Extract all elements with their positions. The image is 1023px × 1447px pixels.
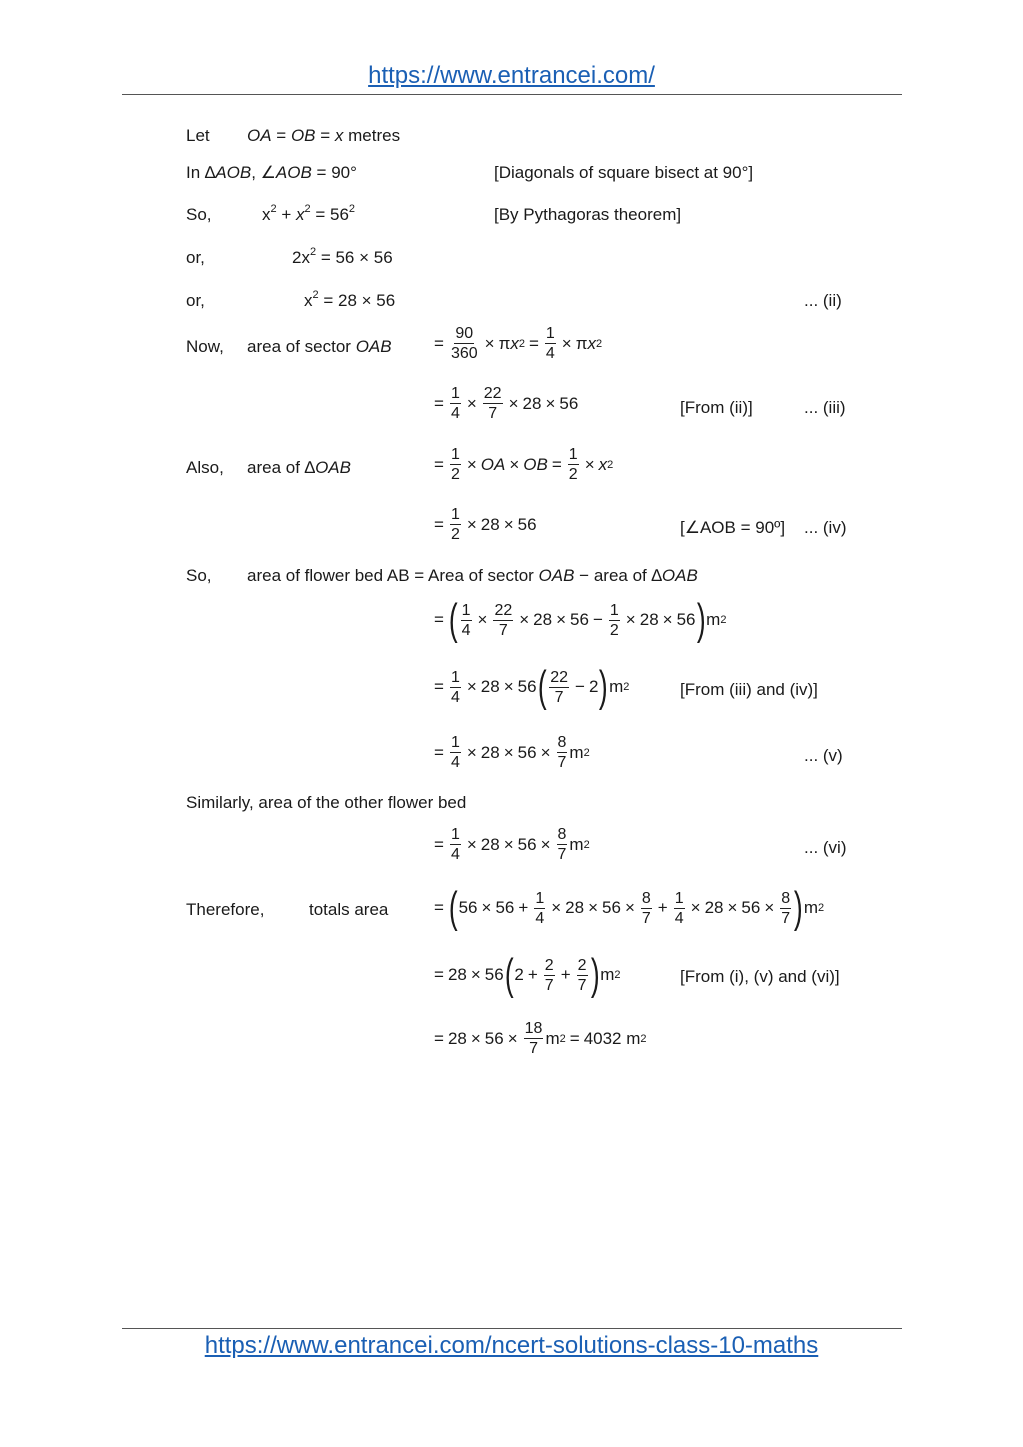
label-or: or,	[186, 291, 205, 310]
header-link[interactable]: https://www.entrancei.com/	[368, 62, 655, 89]
label-now: Now,	[186, 337, 224, 356]
note-from-iii-iv: [From (iii) and (iv)]	[680, 680, 818, 699]
line-let-eq: OA = OB = x metres	[247, 126, 401, 145]
eq-2x2: $2x^2 = 56 \times 56$	[292, 246, 393, 267]
note-angle: [∠AOB = 90º]	[680, 518, 786, 537]
eq-tag: ... (ii)	[804, 291, 842, 310]
label-so: So,	[186, 566, 212, 585]
eq-tag: ... (vi)	[804, 838, 847, 857]
final-answer: 4032 m	[583, 1028, 641, 1048]
eq-total-factored: = 28 × 56 ( 2 + $\frac{2}{7}$ + $\frac{2}{7}$ ) m 2	[434, 950, 621, 999]
line-similarly: Similarly, area of the other flower bed	[186, 793, 467, 812]
eq-tag: ... (iii)	[804, 398, 846, 417]
eq-total: = ( 56 × 56 + $\frac{1}{4}$ × 28 × 56 × $\frac{8}{7}$ + $\frac{1}{4}$ × 28 × 56 × $\frac{8}{7}$ ) m 2	[434, 883, 825, 932]
eq-flower-bed-numeric: = ( $\frac{1}{4}$ × $\frac{22}{7}$ × 28 × 56 − $\frac{1}{2}$ × 28 × 56 ) m 2	[434, 595, 727, 644]
eq-sector-area: = $\frac{90}{360}$ × π x 2 = $\frac{1}{4}$ × π x 2	[434, 325, 603, 362]
eq-pythagoras: $x^2 + x^2 = 56^2$	[262, 203, 356, 224]
eq-tag: ... (v)	[804, 746, 843, 765]
eq-triangle-numeric: = $\frac{1}{2}$ × 28 × 56	[434, 506, 537, 543]
note-from-ii: [From (ii)]	[680, 398, 753, 417]
label-also: Also,	[186, 458, 224, 477]
label-sector: area of sector OAB	[247, 337, 392, 356]
eq-sector-numeric: = $\frac{1}{4}$ × $\frac{22}{7}$ × 28 × 56	[434, 385, 579, 422]
eq-bed-result: = $\frac{1}{4}$ × 28 × 56 × $\frac{8}{7}$ m 2	[434, 734, 590, 771]
note-diagonals: [Diagonals of square bisect at 90°]	[494, 163, 754, 182]
eq-final: = 28 × 56 × $\frac{18}{7}$ m 2 = 4032 m 2	[434, 1020, 647, 1057]
fraction: $\frac{90}{360}$	[450, 325, 478, 362]
eq-x2: $x^2 = 28 \times 56$	[304, 289, 396, 310]
note-from-i-v-vi: [From (i), (v) and (vi)]	[680, 967, 840, 986]
line-in-triangle: In ∆AOB, ∠AOB = 90°	[186, 163, 357, 182]
eq-triangle-area: = $\frac{1}{2}$ × OA × OB = $\frac{1}{2}$ × x 2	[434, 446, 614, 483]
label-triangle-area: area of ∆OAB	[247, 458, 351, 477]
footer-link[interactable]: https://www.entrancei.com/ncert-solutions-class-10-maths	[204, 1332, 819, 1359]
eq-other-bed: = $\frac{1}{4}$ × 28 × 56 × $\frac{8}{7}$ m 2	[434, 826, 590, 863]
eq-flower-bed: area of flower bed AB = Area of sector OAB − area of ∆OAB	[247, 566, 698, 585]
label-or: or,	[186, 248, 205, 267]
header-divider	[122, 94, 902, 95]
fraction: $\frac{1}{4}$	[545, 325, 555, 362]
eq-factored: = $\frac{1}{4}$ × 28 × 56 ( $\frac{22}{7}$ − 2 ) m 2	[434, 662, 630, 711]
eq-tag: ... (iv)	[804, 518, 847, 537]
label-so: So,	[186, 205, 212, 224]
note-pythagoras: [By Pythagoras theorem]	[494, 205, 682, 224]
label-total-area: totals area	[309, 900, 389, 919]
footer-divider	[122, 1328, 902, 1329]
line-let: Let	[186, 126, 210, 145]
label-therefore: Therefore,	[186, 900, 265, 919]
